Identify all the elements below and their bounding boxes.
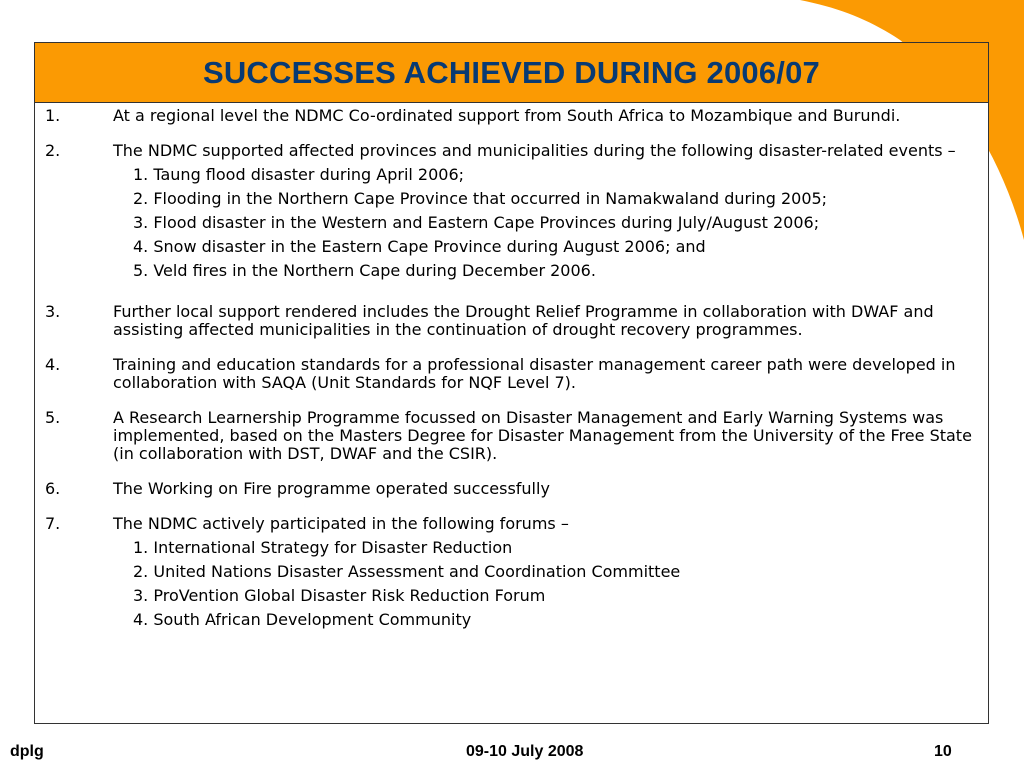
item-number: 7.: [45, 514, 61, 533]
list-item: [45, 480, 980, 498]
item-text: The NDMC supported affected provinces and municipalities during the following disaster-related events –: [113, 141, 956, 160]
item-text: Training and education standards for a professional disaster management career path were developed in collaboration with SAQA (Unit Standards for NQF Level 7).: [113, 355, 956, 392]
item-body: [113, 107, 980, 125]
list-item: [45, 303, 980, 339]
item-text: A Research Learnership Programme focussed on Disaster Management and Early Warning Systems was implemented, based on the Masters Degree for Disaster Management from the University of the Free State (in collaboration with DST, DWAF and the CSIR).: [113, 408, 972, 463]
list-item: [45, 356, 980, 392]
item-body: [113, 303, 980, 339]
footer-page-number: 10: [934, 743, 952, 760]
item-body: [113, 515, 980, 635]
item-body: [113, 480, 980, 498]
item-body: [113, 409, 980, 463]
footer-date: 09-10 July 2008: [466, 743, 584, 760]
sub-list-item: 2. United Nations Disaster Assessment and Coordination Committee: [133, 562, 681, 581]
item-number: 5.: [45, 408, 61, 427]
sub-list-item: 5. Veld fires in the Northern Cape during December 2006.: [133, 261, 596, 280]
sub-list-item: 1. Taung flood disaster during April 2006;: [133, 165, 465, 184]
sub-list-item: 1. International Strategy for Disaster Reduction: [133, 538, 513, 557]
list-item: [45, 107, 980, 125]
item-number: 2.: [45, 141, 61, 160]
item-number: 6.: [45, 479, 61, 498]
item-body: [113, 142, 980, 286]
sub-list: [113, 539, 980, 629]
sub-list-item: 2. Flooding in the Northern Cape Province that occurred in Namakwaland during 2005;: [133, 189, 828, 208]
title-bar: [35, 43, 988, 103]
item-number: 1.: [45, 106, 61, 125]
sub-list-item: 4. South African Development Community: [133, 610, 472, 629]
item-list: [35, 103, 988, 635]
footer: [0, 743, 1024, 763]
content-frame: [34, 42, 989, 724]
sub-list-item: 4. Snow disaster in the Eastern Cape Province during August 2006; and: [133, 237, 706, 256]
item-number: 4.: [45, 355, 61, 374]
sub-list-item: 3. Flood disaster in the Western and Eastern Cape Provinces during July/August 2006;: [133, 213, 820, 232]
list-item: [45, 409, 980, 463]
list-item: [45, 515, 980, 635]
sub-list-item: 3. ProVention Global Disaster Risk Reduction Forum: [133, 586, 546, 605]
item-text: Further local support rendered includes the Drought Relief Programme in collaboration with DWAF and assisting affected municipalities in the continuation of drought recovery programmes.: [113, 302, 934, 339]
item-body: [113, 356, 980, 392]
footer-org: dplg: [10, 743, 44, 760]
item-number: 3.: [45, 302, 61, 321]
slide-title: SUCCESSES ACHIEVED DURING 2006/07: [202, 54, 821, 90]
item-text: The NDMC actively participated in the following forums –: [113, 514, 569, 533]
item-text: The Working on Fire programme operated successfully: [113, 479, 550, 498]
sub-list: [113, 166, 980, 280]
item-text: At a regional level the NDMC Co-ordinated support from South Africa to Mozambique and Burundi.: [113, 106, 901, 125]
list-item: [45, 142, 980, 286]
